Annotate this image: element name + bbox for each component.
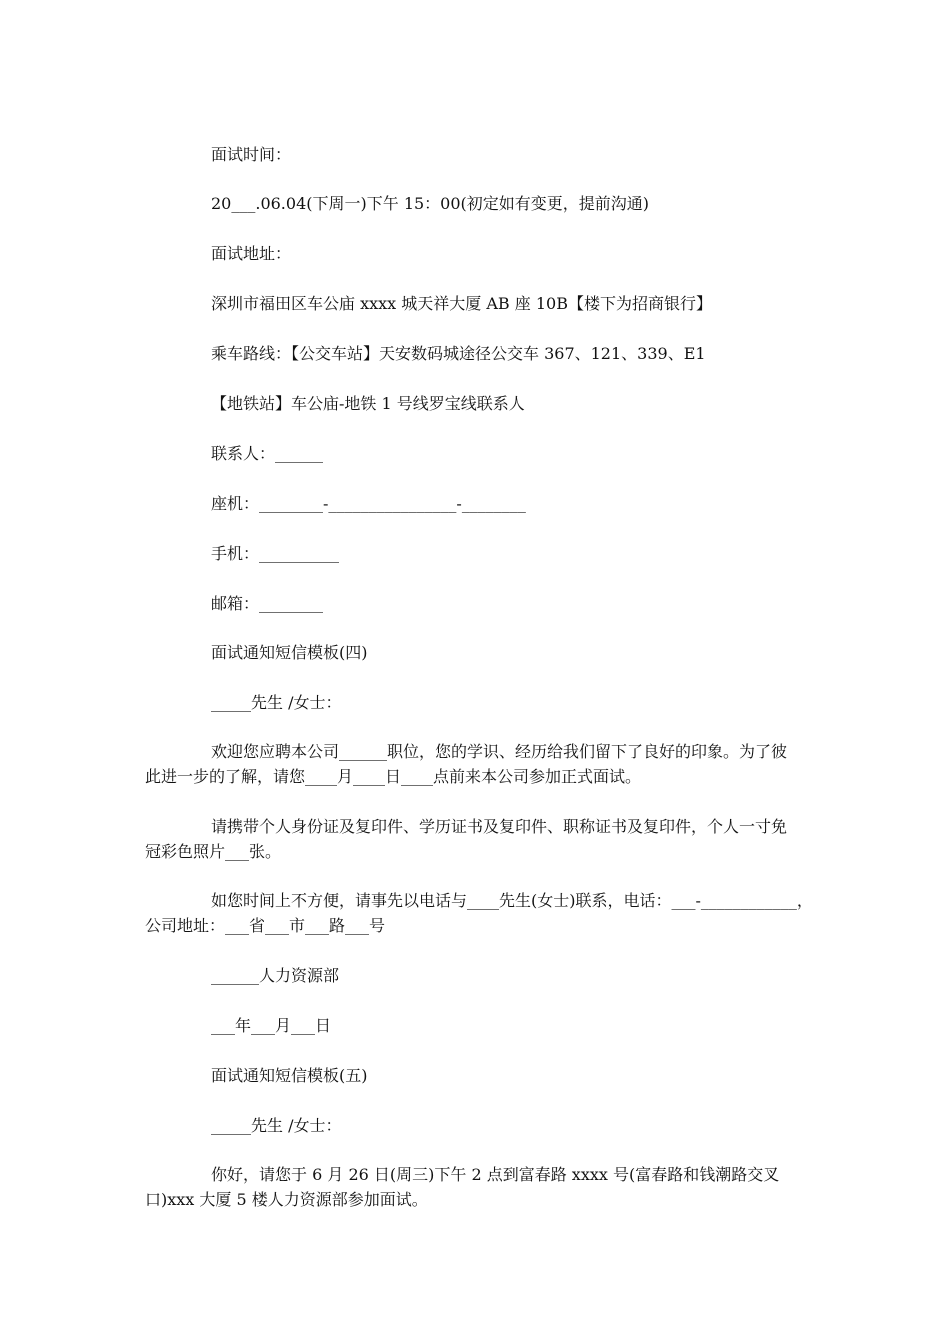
template-five-para1-line2: 口)xxx 大厦 5 楼人力资源部参加面试。 bbox=[145, 1190, 428, 1209]
template-four-para2-line2: 冠彩色照片___张。 bbox=[145, 842, 282, 861]
hr-department-signature: ______人力资源部 bbox=[211, 966, 340, 985]
template-four-salutation: _____先生 /女士： bbox=[211, 693, 342, 712]
mobile-line: 手机：__________ bbox=[211, 544, 340, 563]
bus-route-line: 乘车路线：【公交车站】天安数码城途径公交车 367、121、339、E1 bbox=[211, 344, 706, 363]
template-four-para1-line2: 此进一步的了解，请您____月____日____点前来本公司参加正式面试。 bbox=[145, 767, 642, 786]
template-four-heading: 面试通知短信模板(四) bbox=[211, 643, 368, 662]
template-four-para1-line1: 欢迎您应聘本公司______职位，您的学识、经历给我们留下了良好的印象。为了彼 bbox=[211, 742, 788, 761]
template-four-para2-line1: 请携带个人身份证及复印件、学历证书及复印件、职称证书及复印件，个人一寸免 bbox=[211, 817, 788, 836]
interview-time-value: 20___.06.04(下周一)下午 15：00(初定如有变更，提前沟通) bbox=[211, 194, 650, 213]
template-four-para3-line2: 公司地址：___省___市___路___号 bbox=[145, 916, 386, 935]
template-five-salutation: _____先生 /女士： bbox=[211, 1116, 342, 1135]
landline-line: 座机：________-________________-________ bbox=[211, 494, 526, 513]
signature-date: ___年___月___日 bbox=[211, 1016, 332, 1035]
template-four-para3-line1: 如您时间上不方便，请事先以电话与____先生(女士)联系，电话：___-____________， bbox=[211, 891, 813, 910]
template-five-heading: 面试通知短信模板(五) bbox=[211, 1066, 368, 1085]
contact-person-line: 联系人：______ bbox=[211, 444, 324, 463]
interview-time-label: 面试时间： bbox=[211, 145, 292, 164]
interview-address-value: 深圳市福田区车公庙 xxxx 城天祥大厦 AB 座 10B【楼下为招商银行】 bbox=[211, 294, 712, 313]
email-line: 邮箱：________ bbox=[211, 594, 324, 613]
template-five-para1-line1: 你好，请您于 6 月 26 日(周三)下午 2 点到富春路 xxxx 号(富春路和钱潮路交叉 bbox=[211, 1165, 780, 1184]
metro-route-line: 【地铁站】车公庙-地铁 1 号线罗宝线联系人 bbox=[211, 394, 525, 413]
interview-address-label: 面试地址： bbox=[211, 244, 292, 263]
